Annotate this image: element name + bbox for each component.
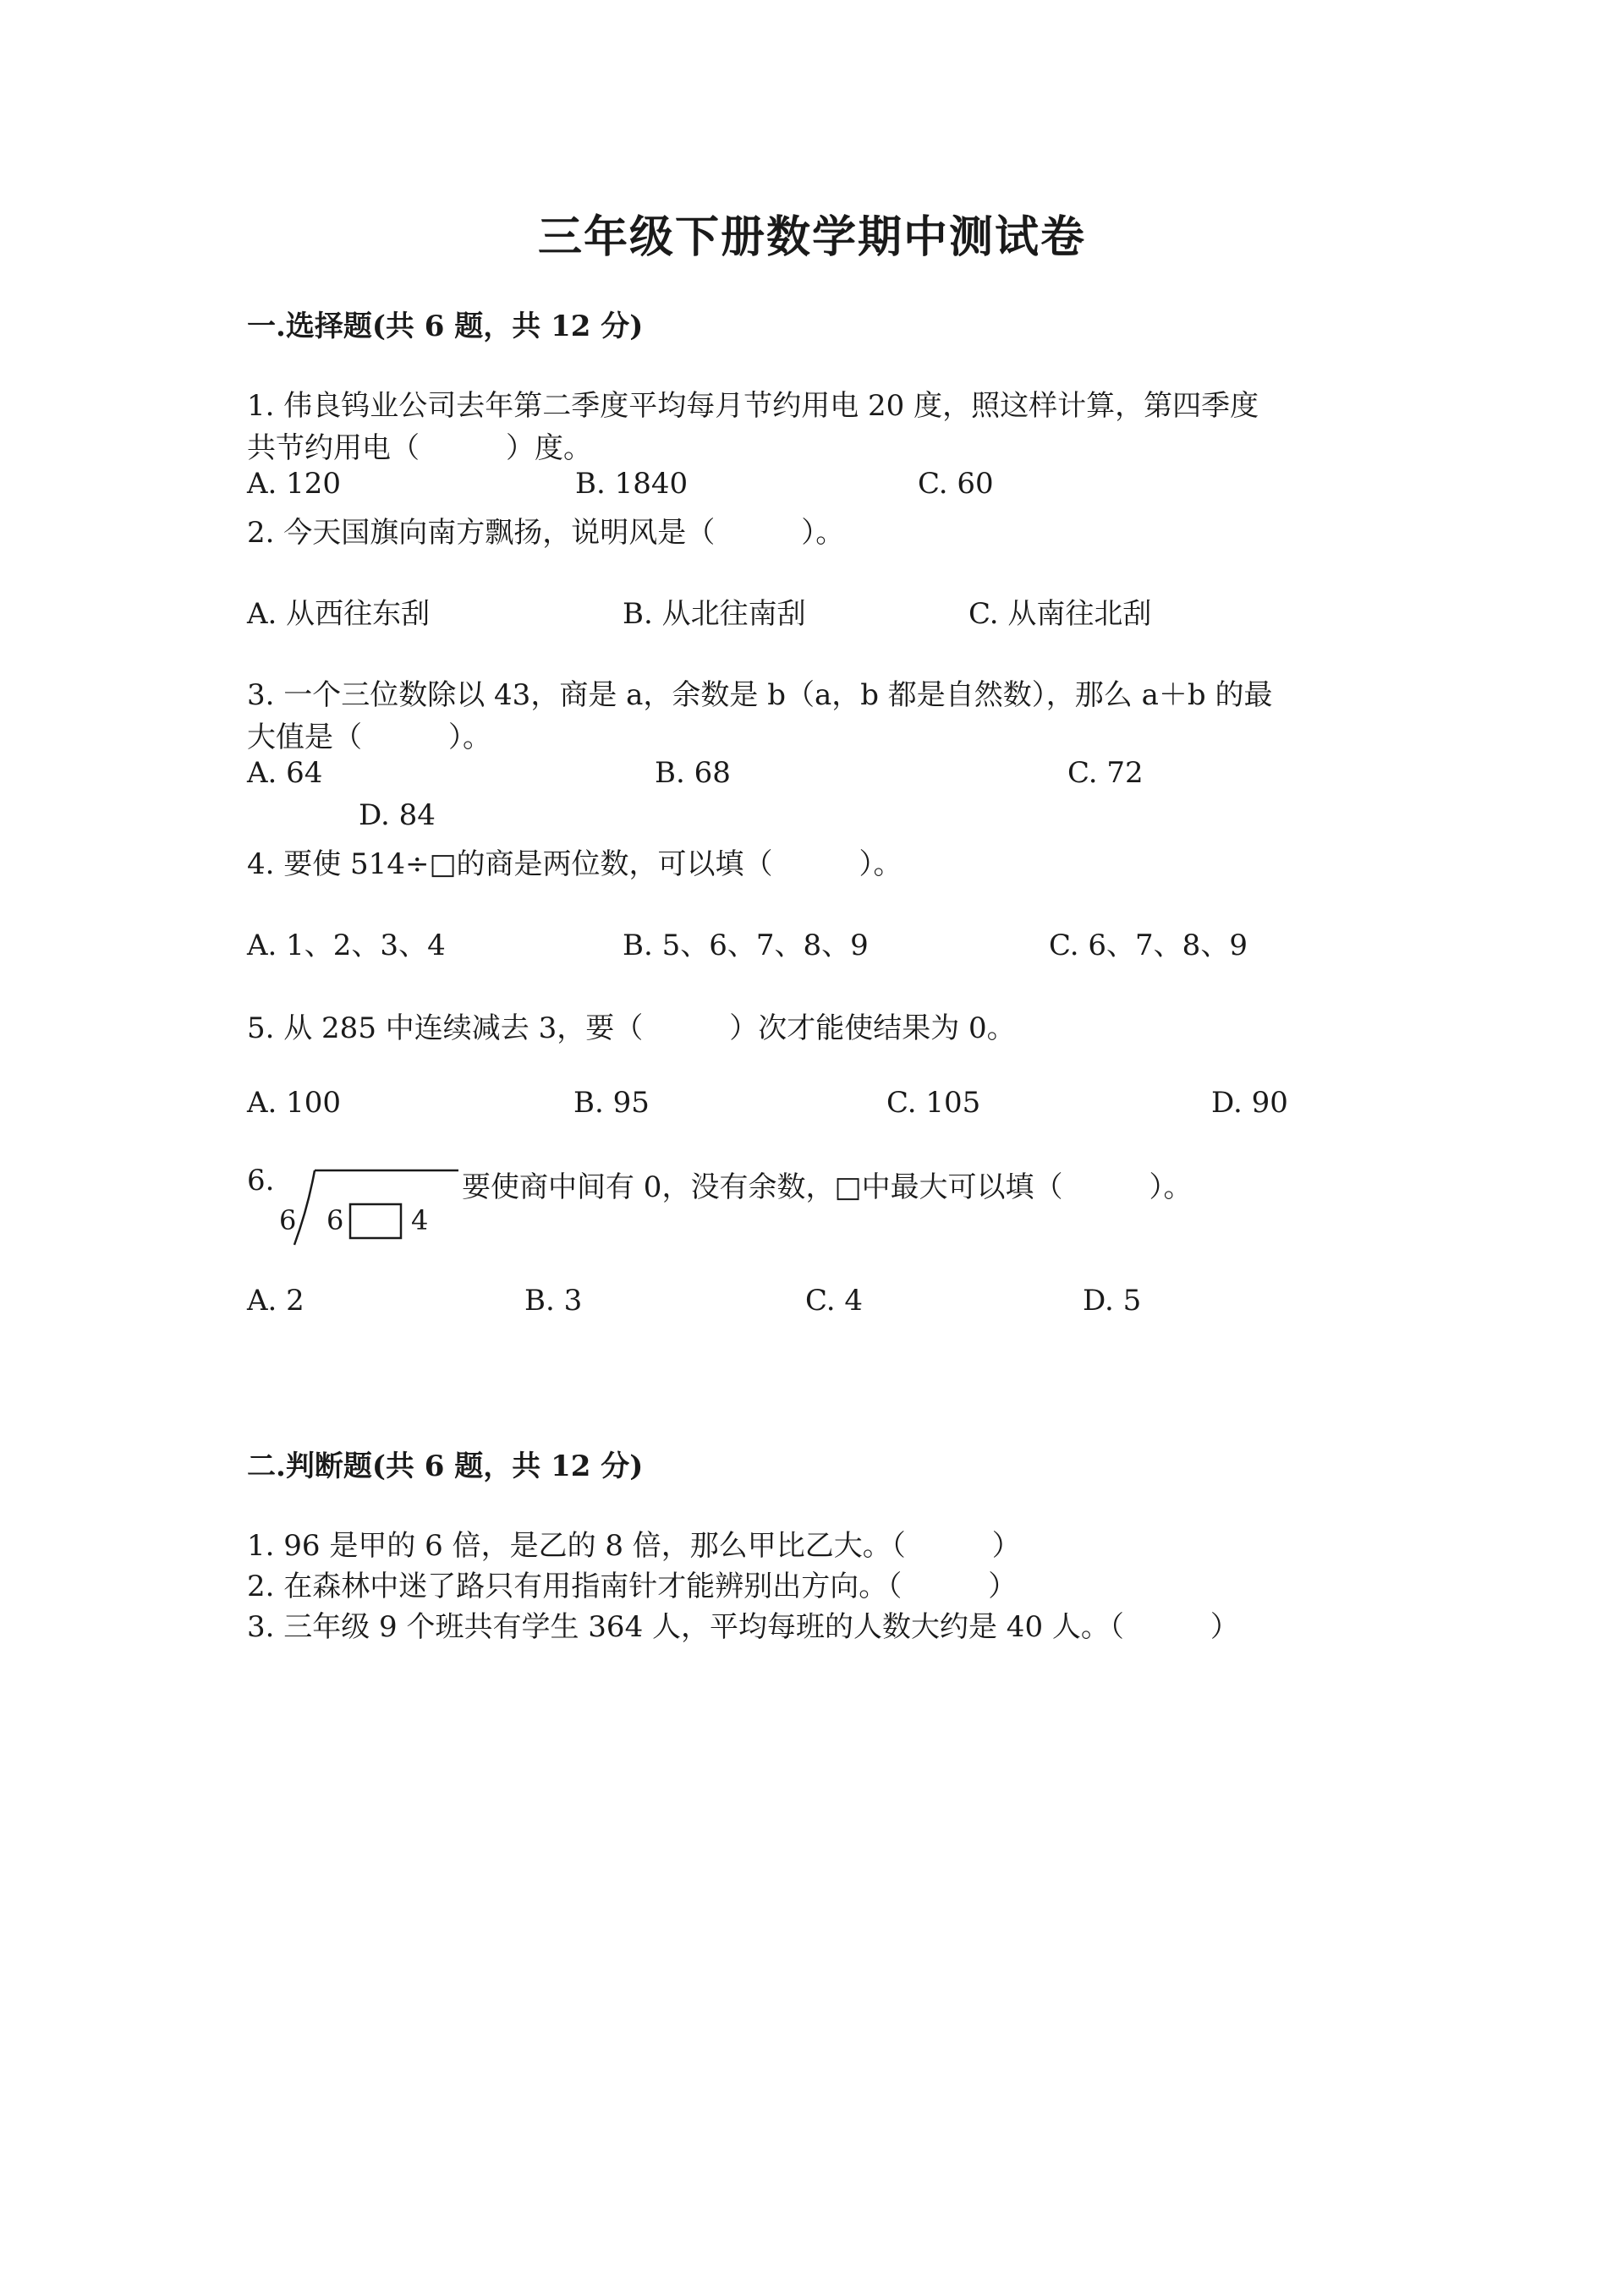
question-3-option-a: A. 64 <box>247 756 323 790</box>
question-6-option-c: C. 4 <box>805 1284 864 1318</box>
section-heading-judge: 二.判断题(共 6 题，共 12 分) <box>247 1449 644 1483</box>
dividend-digit-3: 4 <box>411 1204 429 1236</box>
question-5-option-b: B. 95 <box>573 1086 650 1120</box>
question-1-option-b: B. 1840 <box>575 467 689 501</box>
question-3-text: 3. 一个三位数除以 43，商是 a，余数是 b（a，b 都是自然数），那么 a＋b 的最 <box>247 678 1273 712</box>
judge-item-2: 2. 在森林中迷了路只有用指南针才能辨别出方向。（ ） <box>247 1570 1018 1603</box>
question-1-option-c: C. 60 <box>918 467 994 501</box>
question-1-option-a: A. 120 <box>247 467 342 501</box>
question-6-option-a: A. 2 <box>247 1284 304 1318</box>
divisor-digit: 6 <box>279 1204 297 1236</box>
long-division-figure <box>277 1165 464 1248</box>
question-3-option-b: B. 68 <box>655 756 731 790</box>
question-6-option-d: D. 5 <box>1083 1284 1142 1318</box>
question-5-option-d: D. 90 <box>1211 1086 1288 1120</box>
question-6-option-b: B. 3 <box>524 1284 583 1318</box>
question-2-option-b: B. 从北往南刮 <box>623 597 806 631</box>
question-5-text: 5. 从 285 中连续减去 3，要（ ）次才能使结果为 0。 <box>247 1011 1016 1045</box>
question-4-option-a: A. 1、2、3、4 <box>247 929 446 962</box>
page-title: 三年级下册数学期中测试卷 <box>537 211 1086 263</box>
question-1-text: 1. 伟良钨业公司去年第二季度平均每月节约用电 20 度，照这样计算，第四季度 <box>247 389 1259 423</box>
question-5-option-c: C. 105 <box>886 1086 981 1120</box>
question-2-text: 2. 今天国旗向南方飘扬，说明风是（ ）。 <box>247 516 845 550</box>
dividend-digit-1: 6 <box>326 1204 344 1236</box>
blank-box <box>350 1204 401 1238</box>
question-3-option-d: D. 84 <box>359 798 436 832</box>
question-2-option-c: C. 从南往北刮 <box>968 597 1152 631</box>
question-4-option-b: B. 5、6、7、8、9 <box>623 929 869 962</box>
question-4-text: 4. 要使 514÷□的商是两位数，可以填（ ）。 <box>247 847 903 881</box>
judge-item-3: 3. 三年级 9 个班共有学生 364 人，平均每班的人数大约是 40 人。（ ） <box>247 1610 1239 1644</box>
question-1-text-cont: 共节约用电（ ）度。 <box>247 431 592 465</box>
question-6-number: 6. <box>247 1164 275 1197</box>
question-3-option-c: C. 72 <box>1067 756 1144 790</box>
question-2-option-a: A. 从西往东刮 <box>247 597 431 631</box>
question-5-option-a: A. 100 <box>247 1086 342 1120</box>
judge-item-1: 1. 96 是甲的 6 倍，是乙的 8 倍，那么甲比乙大。（ ） <box>247 1529 1021 1563</box>
section-heading-choice: 一.选择题(共 6 题，共 12 分) <box>247 310 644 343</box>
question-6-text: 要使商中间有 0，没有余数，□中最大可以填（ ）。 <box>462 1170 1193 1204</box>
question-4-option-c: C. 6、7、8、9 <box>1049 929 1248 962</box>
question-3-text-cont: 大值是（ ）。 <box>247 721 491 754</box>
